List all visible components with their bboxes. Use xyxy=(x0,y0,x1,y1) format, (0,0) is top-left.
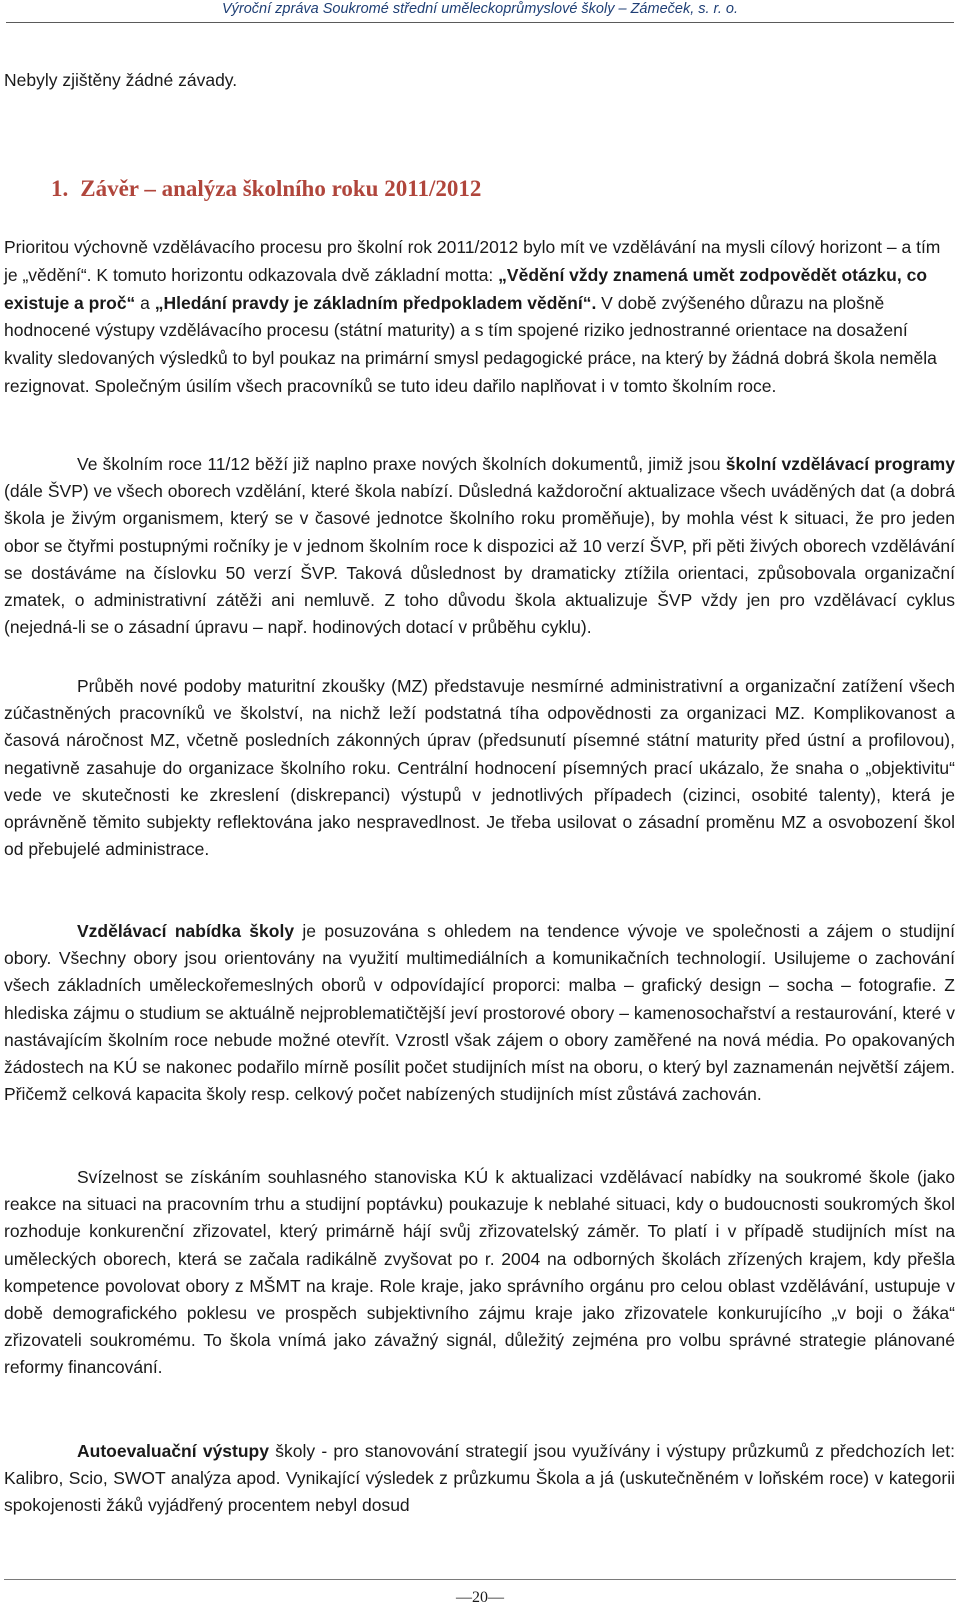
paragraph-svp xyxy=(4,451,955,641)
paragraph-text: V době zvýšeného důrazu na plošně hodnocené výstupy vzdělávacího procesu (státní maturity) a s tím spojené riziko jednostranné orientace na dosažení kvality sledovaných výsledků to byl poukaz na primární smysl pedagogické práce, na který by žádná dobrá škola neměla rezignovat. Společným úsilím všech pracovníků se tuto ideu dařilo naplňovat i v tomto školním roce. xyxy=(4,292,937,396)
paragraph-text: Prioritou výchovně vzdělávacího procesu pro školní rok 2011/2012 bylo mít ve vzdělávání na mysli cílový horizont – a tím je „vědění“. K tomuto horizontu odkazovala dvě základní motta: xyxy=(4,237,941,285)
paragraph-maturita: Průběh nové podoby maturitní zkoušky (MZ) představuje nesmírné administrativní a organizační zatížení všech zúčastněných pracovníků ve školství, na nichž leží podstatná tíha odpovědnosti za organizaci MZ. Komplikovanost a časová náročnost MZ, včetně posledních zákonných úprav (předsunutí písemné státní maturity před ústní a profilovou), negativně zasahuje do organizace školního roku. Centrální hodnocení písemných prací ukázalo, že snaha o „objektivitu“ vede ve skutečnosti ke zkreslení (diskrepanci) výstupů v jednotlivých případech (cizinci, osobité talenty), která je oprávněně těmito subjekty reflektována jako nespravedlnost. Je třeba usilovat o zásadní proměnu MZ a osvobození škol od přebujelé administrace. xyxy=(4,676,955,860)
paragraph-offer xyxy=(4,918,955,1108)
paragraph-text: (dále ŠVP) ve všech oborech vzdělání, které škola nabízí. Důsledná každoroční aktualizace všech uváděných dat (a dobrá škola je živým organismem, který se v časové jednotce školního roku proměňuje), by mohla vést k situaci, že pro jeden obor se čtyřmi postupnými ročníky je v jednom školním roce k dispozici až 10 verzí ŠVP, při pěti živých oborech vzdělávání se dostáváme na číslovku 50 verzí ŠVP. Taková důslednost by dramaticky ztížila orientaci, způsobovala organizační zmatek, o administrativní zátěži ani nemluvě. Z toho důvodu škola aktualizuje ŠVP vždy jen pro vzdělávací cyklus (nejedná-li se o zásadní úpravu – např. hodinových dotací v průběhu cyklu). xyxy=(4,481,955,638)
section-heading xyxy=(51,176,481,202)
paragraph-text: a xyxy=(135,292,155,313)
header-divider xyxy=(6,22,954,23)
paragraph-autoevaluation xyxy=(4,1438,955,1520)
section-number: 1. xyxy=(51,176,69,201)
paragraph-priority xyxy=(4,234,955,401)
motto-two: „Hledání pravdy je základním předpokladem vědění“. xyxy=(154,292,597,313)
running-header: Výroční zpráva Soukromé střední uměleckoprůmyslové školy – Zámeček, s. r. o. xyxy=(221,1,739,17)
offer-term: Vzdělávací nabídka školy xyxy=(77,921,295,941)
intro-paragraph: Nebyly zjištěny žádné závady. xyxy=(4,70,238,90)
paragraph-kraj: Svízelnost se získáním souhlasného stanoviska KÚ k aktualizaci vzdělávací nabídky na soukromé škole (jako reakce na situaci na pracovním trhu a studijní poptávku) poukazuje k neblahé situaci, kdy o budoucnosti soukromých škol rozhoduje konkurenční zřizovatel, který primárně hájí svůj zřizovatelský záměr. To platí i v případě studijních míst na uměleckých oborech, která se začala radikálně zvyšovat po r. 2004 na odborných školách zřízených krajem, kdy přešla kompetence povolovat obory z MŠMT na kraje. Role kraje, jako správního orgánu pro celou oblast vzdělávání, ustupuje v době demografického poklesu ve prospěch subjektivního zájmu kraje jako zřizovatele konkurujícího „v boji o žáka“ zřizovateli soukromému. To škola vnímá jako závažný signál, důležitý zejména pro volbu správné strategie plánované reformy financování. xyxy=(4,1167,955,1378)
footer-divider xyxy=(4,1579,956,1580)
autoevaluation-term: Autoevaluační výstupy xyxy=(77,1441,269,1461)
paragraph-text: je posuzována s ohledem na tendence vývoje ve společnosti a zájem o studijní obory. Všechny obory jsou orientovány na využití multimediálních a komunikačních technologií. Usilujeme o zachování všech základních uměleckořemeslných oborů v odpovídající proporci: malba – grafický design – socha – fotografie. Z hlediska zájmu o studium se aktuálně nejproblematičtější jeví prostorové obory – kamenosochařství a restaurování, které v nastávajícím školním roce nebude možné otevřít. Vzrostl však zájem o obory zaměřené na nová média. Po opakovaných žádostech na KÚ se nakonec podařilo mírně posílit počet studijních míst na oboru, o který byl zaznamenán největší zájem. Přičemž celková kapacita školy resp. celkový počet nabízených studijních míst zůstává zachován. xyxy=(4,921,956,1105)
paragraph-text: školy - pro stanovování strategií jsou využívány i výstupy průzkumů z předchozích let: Kalibro, Scio, SWOT analýza apod. Vynikající výsledek z průzkumu Škola a já (uskutečněném v loňském roce) v kategorii spokojenosti žáků vyjádřený procentem nebyl dosud xyxy=(4,1441,955,1516)
section-title: Závěr – analýza školního roku 2011/2012 xyxy=(80,176,482,201)
motto-one: „Vědění vždy znamená umět zodpovědět otázku, co existuje a proč“ xyxy=(4,264,928,313)
page-number: —20— xyxy=(456,1589,504,1606)
svp-term: školní vzdělávací programy xyxy=(725,454,955,474)
paragraph-text: Ve školním roce 11/12 běží již naplno praxe nových školních dokumentů, jimiž jsou xyxy=(77,454,726,474)
